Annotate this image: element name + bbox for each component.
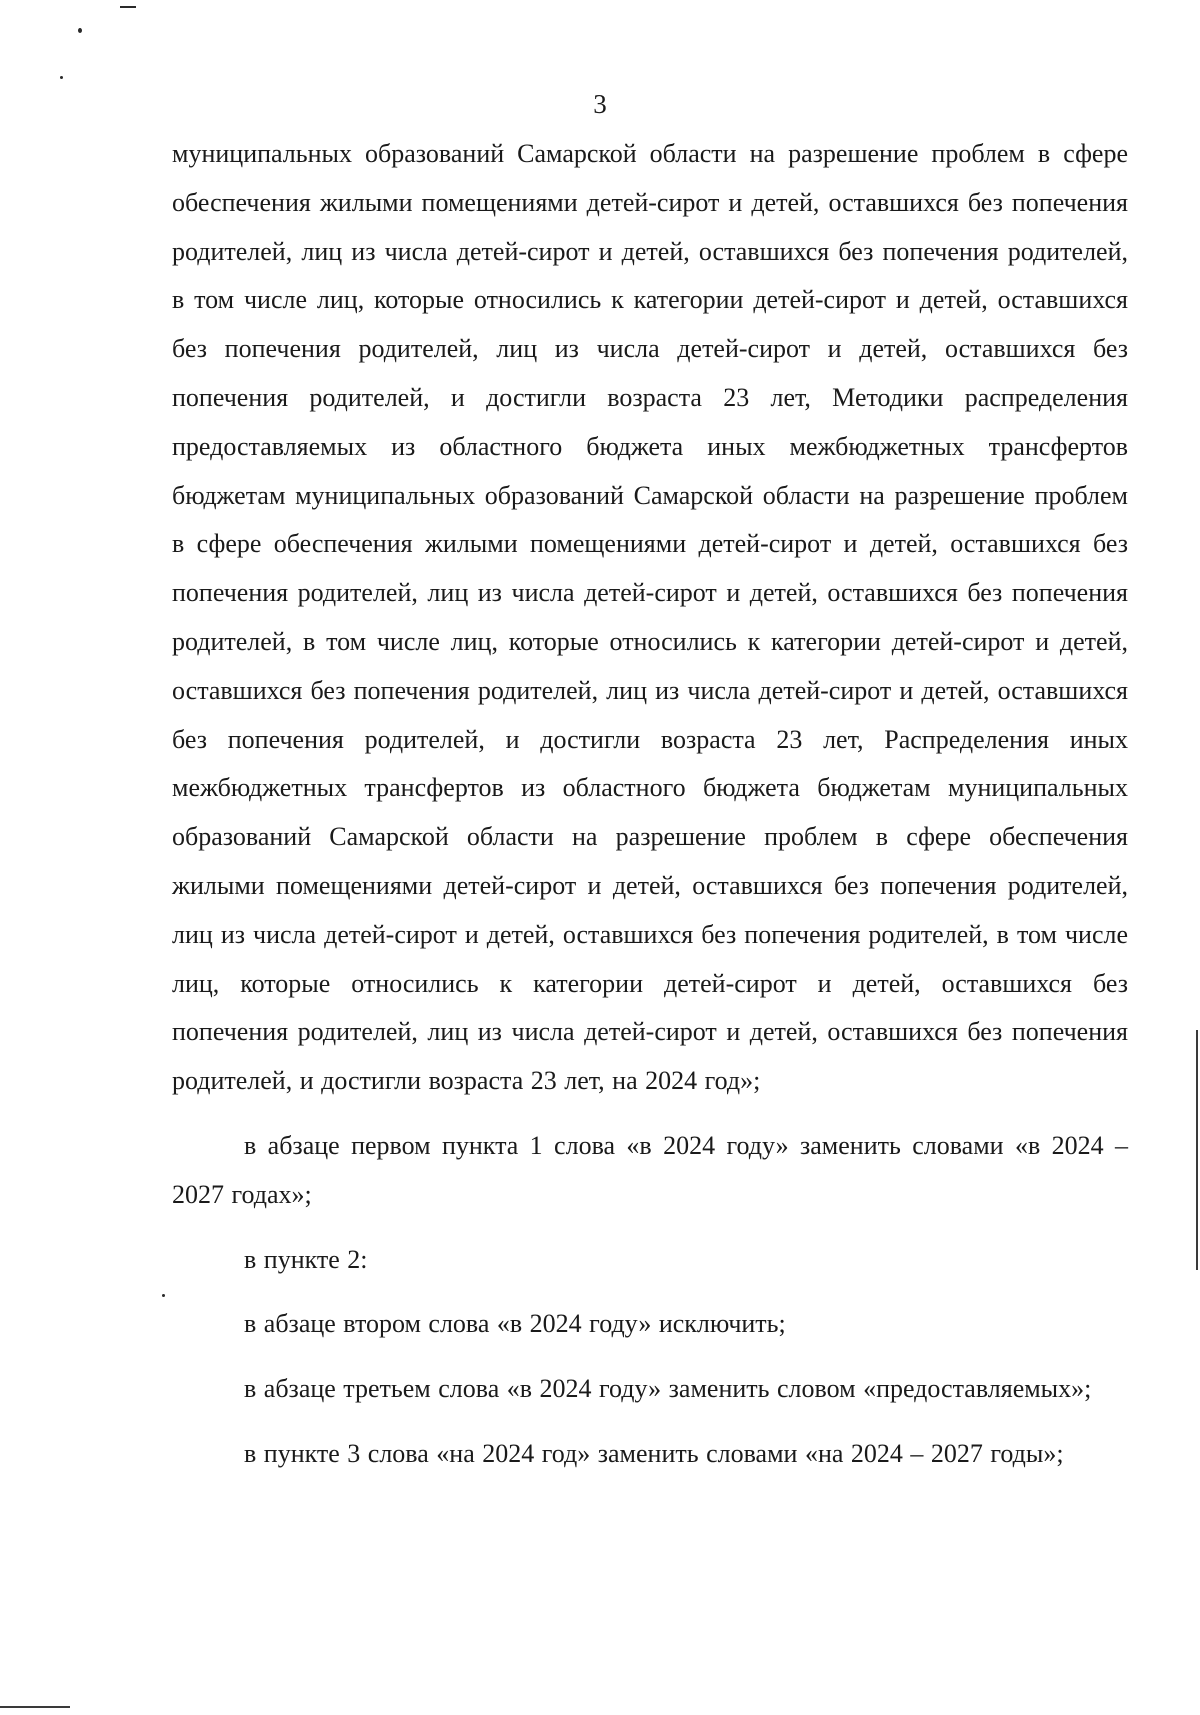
scan-edge-line [0, 1706, 70, 1708]
paragraph-amendment-point-1: в абзаце первом пункта 1 слова «в 2024 году» заменить словами «в 2024 – 2027 годах»; [172, 1130, 1128, 1209]
paragraph-point-2-second: в абзаце втором слова «в 2024 году» исключить; [244, 1309, 786, 1339]
paragraph-point-3: в пункте 3 слова «на 2024 год» заменить словами «на 2024 – 2027 годы»; [244, 1438, 1064, 1468]
scan-speck [60, 76, 63, 79]
scan-speck [78, 28, 82, 33]
paragraph-point-2-heading: в пункте 2: [244, 1244, 368, 1274]
document-body [172, 130, 1128, 1479]
scan-speck [120, 6, 136, 8]
page-number: 3 [593, 89, 607, 119]
paragraph-continuation: муниципальных образований Самарской области на разрешение проблем в сфере обеспечения жилыми помещениями детей-сирот и детей, оставшихся без попечения родителей, лиц из числа детей-сирот и детей, оставшихся без попечения родителей, в том числе лиц, которые относились к категории детей-сирот и детей, оставшихся без попечения родителей, лиц из числа детей-сирот и детей, оставшихся без попечения родителей, и достигли возраста 23 лет, Методики распределения предоставляемых из областного бюджета иных межбюджетных трансфертов бюджетам муниципальных образований Самарской области на разрешение проблем в сфере обеспечения жилыми помещениями детей-сирот и детей, оставшихся без попечения родителей, лиц из числа детей-сирот и детей, оставшихся без попечения родителей, в том числе лиц, которые относились к категории детей-сирот и детей, оставшихся без попечения родителей, лиц из числа детей-сирот и детей, оставшихся без попечения родителей, и достигли возраста 23 лет, Распределения иных межбюджетных трансфертов из областного бюджета бюджетам муниципальных образований Самарской области на разрешение проблем в сфере обеспечения жилыми помещениями детей-сирот и детей, оставшихся без попечения родителей, лиц из числа детей-сирот и детей, оставшихся без попечения родителей, в том числе лиц, которые относились к категории детей-сирот и детей, оставшихся без попечения родителей, лиц из числа детей-сирот и детей, оставшихся без попечения родителей, и достигли возраста 23 лет, на 2024 год»; [172, 139, 1128, 1096]
scan-speck [162, 1294, 165, 1297]
scan-edge-line [1196, 1030, 1198, 1270]
paragraph-point-2-third: в абзаце третьем слова «в 2024 году» заменить словом «предоставляемых»; [244, 1374, 1092, 1404]
